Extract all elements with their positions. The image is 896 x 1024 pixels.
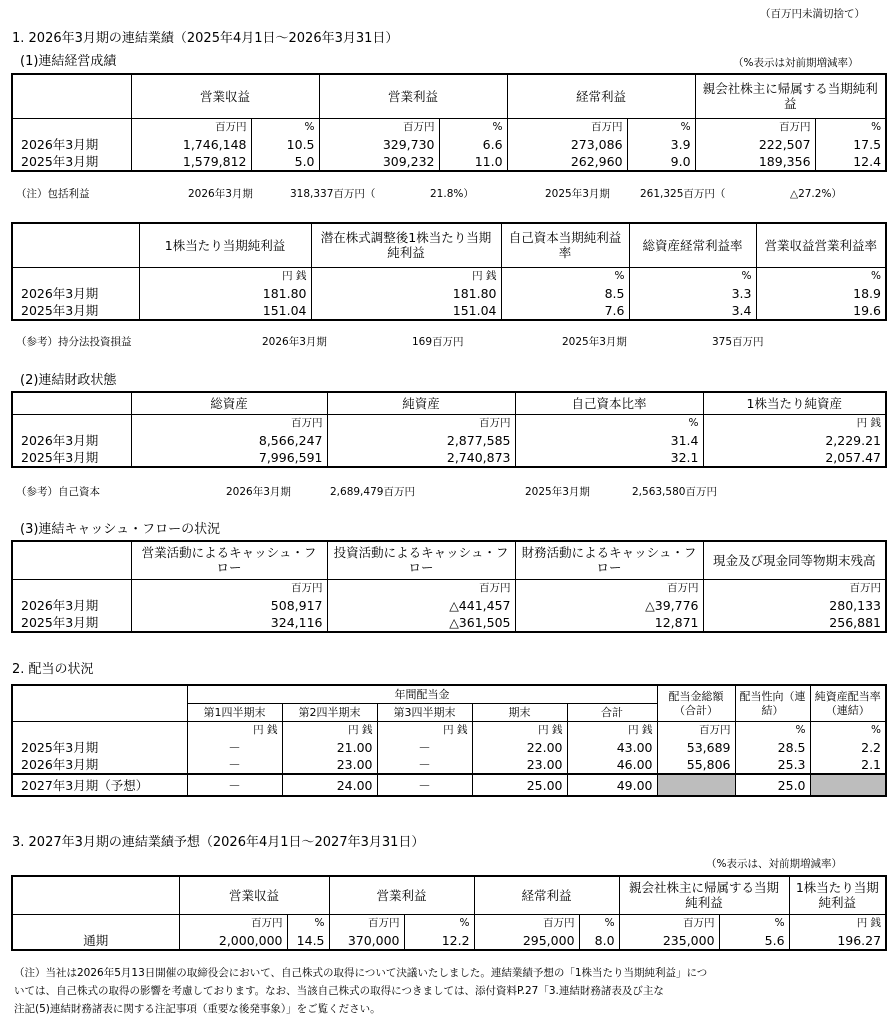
unit: % [439, 118, 507, 136]
header-diluted-eps: 潜在株式調整後1株当たり当期純利益 [311, 223, 501, 267]
header-ordinary-profit: 経常利益 [507, 74, 695, 118]
header-investing-cf: 投資活動によるキャッシュ・フロー [327, 541, 515, 579]
cell-shaded [657, 774, 735, 796]
unit: 百万円 [319, 118, 439, 136]
unit: 百万円 [131, 414, 327, 432]
unit: 百万円 [695, 118, 815, 136]
cell: 2,740,873 [327, 449, 515, 467]
unit: % [404, 914, 474, 932]
footnote-period: 2025年3月期 [562, 336, 627, 348]
cell: 7.6 [501, 302, 629, 320]
equity-method-label: （参考）持分法投資損益 [16, 336, 132, 348]
table-row [12, 449, 886, 467]
header-q1: 第1四半期末 [187, 704, 282, 722]
cell: 12,871 [515, 614, 703, 632]
cell: 23.00 [472, 756, 567, 774]
row-label: 2026年3月期 [12, 285, 139, 302]
unit: % [501, 267, 629, 285]
header-net-assets: 純資産 [327, 392, 515, 414]
unit: 円 銭 [703, 414, 886, 432]
dividend-table [11, 684, 887, 797]
row-label: 2027年3月期（予想） [12, 774, 187, 796]
row-label: 2026年3月期 [12, 136, 131, 153]
header-roa: 総資産経常利益率 [629, 223, 756, 267]
cell: 32.1 [515, 449, 703, 467]
cell: 12.4 [815, 153, 886, 171]
unit: % [815, 118, 886, 136]
unit: % [756, 267, 886, 285]
row-label: 2025年3月期 [12, 449, 131, 467]
cell: 12.2 [404, 932, 474, 950]
header-annual-dividend: 年間配当金 [187, 685, 657, 704]
cell: 8,566,247 [131, 432, 327, 449]
header-bps: 1株当たり純資産 [703, 392, 886, 414]
cell: 309,232 [319, 153, 439, 171]
cell: 2,877,585 [327, 432, 515, 449]
cell: 2.2 [810, 739, 886, 756]
header-financing-cf: 財務活動によるキャッシュ・フロー [515, 541, 703, 579]
section-1-2-title: (2)連結財政状態 [20, 373, 117, 388]
section-1-title: 1. 2026年3月期の連結業績（2025年4月1日～2026年3月31日） [12, 31, 399, 46]
unit: 円 銭 [311, 267, 501, 285]
header-operating-cf: 営業活動によるキャッシュ・フロー [131, 541, 327, 579]
row-label: 2026年3月期 [12, 756, 187, 774]
unit: 円 銭 [282, 722, 377, 740]
cell: △39,776 [515, 597, 703, 614]
row-label: 通期 [12, 932, 179, 950]
cell: 7,996,591 [131, 449, 327, 467]
cell: 5.0 [251, 153, 319, 171]
unit: 百万円 [329, 914, 404, 932]
unit: 百万円 [179, 914, 287, 932]
header-equity-ratio: 自己資本比率 [515, 392, 703, 414]
cell: 370,000 [329, 932, 404, 950]
cell: 19.6 [756, 302, 886, 320]
operating-results-table [11, 73, 887, 172]
footnote-pct: △27.2%） [790, 188, 842, 200]
footnote-period: 2025年3月期 [525, 486, 590, 498]
table-row [12, 597, 886, 614]
table-row [12, 739, 886, 756]
cell: 295,000 [474, 932, 579, 950]
header-operating-profit: 営業利益 [329, 876, 474, 914]
unit: % [719, 914, 789, 932]
section-3-note: （%表示は、対前期増減率） [706, 858, 842, 870]
cell: 329,730 [319, 136, 439, 153]
unit: 円 銭 [187, 722, 282, 740]
cell: － [187, 739, 282, 756]
cell: 273,086 [507, 136, 627, 153]
cell: 196.27 [789, 932, 886, 950]
row-label: 2026年3月期 [12, 597, 131, 614]
table-row [12, 153, 886, 171]
cell: 14.5 [287, 932, 329, 950]
cell: 151.04 [311, 302, 501, 320]
cell: 53,689 [657, 739, 735, 756]
cell: 2,229.21 [703, 432, 886, 449]
unit: 百万円 [131, 118, 251, 136]
cell: 3.9 [627, 136, 695, 153]
table-row [12, 302, 886, 320]
unit: 百万円 [657, 722, 735, 740]
row-label: 2026年3月期 [12, 432, 131, 449]
cell: 235,000 [619, 932, 719, 950]
comprehensive-income-label: （注）包括利益 [16, 188, 90, 200]
cell: 9.0 [627, 153, 695, 171]
footnote-pct: 21.8%） [430, 188, 474, 200]
header-doe: 純資産配当率（連結） [810, 685, 886, 722]
cell: 222,507 [695, 136, 815, 153]
own-capital-label: （参考）自己資本 [16, 486, 100, 498]
header-total-dividend: 配当金総額（合計） [657, 685, 735, 722]
header-roe: 自己資本当期純利益率 [501, 223, 629, 267]
cell: － [377, 774, 472, 796]
cell: 256,881 [703, 614, 886, 632]
per-share-table [11, 222, 887, 321]
cell: 5.6 [719, 932, 789, 950]
row-label: 2025年3月期 [12, 614, 131, 632]
unit: % [579, 914, 619, 932]
row-label: 2025年3月期 [12, 153, 131, 171]
cell: 55,806 [657, 756, 735, 774]
header-total-assets: 総資産 [131, 392, 327, 414]
footnote-period: 2026年3月期 [226, 486, 291, 498]
header-q3: 第3四半期末 [377, 704, 472, 722]
section-3-title: 3. 2027年3月期の連結業績予想（2026年4月1日～2027年3月31日） [12, 835, 425, 850]
cell: 2,000,000 [179, 932, 287, 950]
unit: % [810, 722, 886, 740]
unit: 円 銭 [567, 722, 657, 740]
cell: 31.4 [515, 432, 703, 449]
financial-position-table [11, 391, 887, 468]
cell: 181.80 [311, 285, 501, 302]
cell: 25.00 [472, 774, 567, 796]
cell: △361,505 [327, 614, 515, 632]
footnote-period: 2025年3月期 [545, 188, 610, 200]
unit: % [629, 267, 756, 285]
footnote-value: 375百万円 [712, 336, 764, 348]
forecast-footnote-line: いては、自己株式の取得の影響を考慮しております。なお、当該自己株式の取得につきましては、添付資料P.27「3.連結財務諸表及び主な [14, 985, 664, 997]
row-label: 2025年3月期 [12, 739, 187, 756]
cell: 324,116 [131, 614, 327, 632]
header-cash-balance: 現金及び現金同等物期末残高 [703, 541, 886, 579]
footnote-value: 318,337百万円（ [290, 188, 376, 200]
cell: 2,057.47 [703, 449, 886, 467]
table-row [12, 774, 886, 796]
header-payout-ratio: 配当性向（連結） [735, 685, 810, 722]
cell: 1,746,148 [131, 136, 251, 153]
header-operating-revenue: 営業収益 [131, 74, 319, 118]
footnote-period: 2026年3月期 [188, 188, 253, 200]
cell: 22.00 [472, 739, 567, 756]
cell: 17.5 [815, 136, 886, 153]
cash-flow-table [11, 540, 887, 633]
footnote-value: 169百万円 [412, 336, 464, 348]
header-eps: 1株当たり当期純利益 [789, 876, 886, 914]
section-1-1-title: (1)連結経営成績 [20, 54, 117, 69]
unit: 百万円 [327, 414, 515, 432]
cell: 508,917 [131, 597, 327, 614]
header-eps: 1株当たり当期純利益 [139, 223, 311, 267]
header-net-profit: 親会社株主に帰属する当期純利益 [619, 876, 789, 914]
header-blank [12, 74, 131, 118]
unit: 円 銭 [377, 722, 472, 740]
header-year-end: 期末 [472, 704, 567, 722]
unit: % [251, 118, 319, 136]
cell: 25.3 [735, 756, 810, 774]
cell: 43.00 [567, 739, 657, 756]
unit: 円 銭 [472, 722, 567, 740]
cell: 1,579,812 [131, 153, 251, 171]
cell: 8.0 [579, 932, 619, 950]
header-q2: 第2四半期末 [282, 704, 377, 722]
unit: 百万円 [703, 579, 886, 597]
unit: 百万円 [327, 579, 515, 597]
cell: 28.5 [735, 739, 810, 756]
header-total: 合計 [567, 704, 657, 722]
footnote-value: 2,689,479百万円 [330, 486, 415, 498]
unit: % [515, 414, 703, 432]
cell: 49.00 [567, 774, 657, 796]
cell: △441,457 [327, 597, 515, 614]
unit: % [735, 722, 810, 740]
cell: 3.4 [629, 302, 756, 320]
unit: % [627, 118, 695, 136]
cell: 151.04 [139, 302, 311, 320]
cell: 23.00 [282, 756, 377, 774]
forecast-footnote-line: （注）当社は2026年5月13日開催の取締役会において、自己株式の取得について決議いたしました。連結業績予想の「1株当たり当期純利益」につ [14, 967, 708, 979]
header-net-profit: 親会社株主に帰属する当期純利益 [695, 74, 886, 118]
cell: 10.5 [251, 136, 319, 153]
cell: 46.00 [567, 756, 657, 774]
cell: 21.00 [282, 739, 377, 756]
cell: 6.6 [439, 136, 507, 153]
unit: % [287, 914, 329, 932]
table-row [12, 932, 886, 950]
table-row [12, 756, 886, 774]
table-row [12, 432, 886, 449]
cell: 181.80 [139, 285, 311, 302]
section-1-1-note: （%表示は対前期増減率） [733, 57, 859, 69]
unit: 百万円 [131, 579, 327, 597]
cell: 280,133 [703, 597, 886, 614]
unit: 円 銭 [139, 267, 311, 285]
cell: － [377, 756, 472, 774]
unit: 百万円 [507, 118, 627, 136]
cell: － [187, 756, 282, 774]
footnote-period: 2026年3月期 [262, 336, 327, 348]
unit-note: （百万円未満切捨て） [760, 8, 865, 20]
unit: 円 銭 [789, 914, 886, 932]
cell: 18.9 [756, 285, 886, 302]
unit: 百万円 [474, 914, 579, 932]
cell: 3.3 [629, 285, 756, 302]
section-1-3-title: (3)連結キャッシュ・フローの状況 [20, 522, 221, 537]
forecast-table [11, 875, 887, 951]
footnote-value: 261,325百万円（ [640, 188, 726, 200]
cell: － [377, 739, 472, 756]
table-row [12, 285, 886, 302]
header-operating-revenue: 営業収益 [179, 876, 329, 914]
forecast-footnote-line: 注記(5)連結財務諸表に関する注記事項（重要な後発事象）」をご覧ください。 [14, 1003, 381, 1015]
cell-shaded [810, 774, 886, 796]
cell: 8.5 [501, 285, 629, 302]
cell: 189,356 [695, 153, 815, 171]
cell: － [187, 774, 282, 796]
cell: 2.1 [810, 756, 886, 774]
cell: 11.0 [439, 153, 507, 171]
row-label: 2025年3月期 [12, 302, 139, 320]
section-2-title: 2. 配当の状況 [12, 662, 94, 677]
cell: 24.00 [282, 774, 377, 796]
unit: 百万円 [515, 579, 703, 597]
header-op-margin: 営業収益営業利益率 [756, 223, 886, 267]
header-operating-profit: 営業利益 [319, 74, 507, 118]
header-ordinary-profit: 経常利益 [474, 876, 619, 914]
cell: 25.0 [735, 774, 810, 796]
cell: 262,960 [507, 153, 627, 171]
table-row [12, 614, 886, 632]
unit: 百万円 [619, 914, 719, 932]
table-row [12, 136, 886, 153]
footnote-value: 2,563,580百万円 [632, 486, 717, 498]
